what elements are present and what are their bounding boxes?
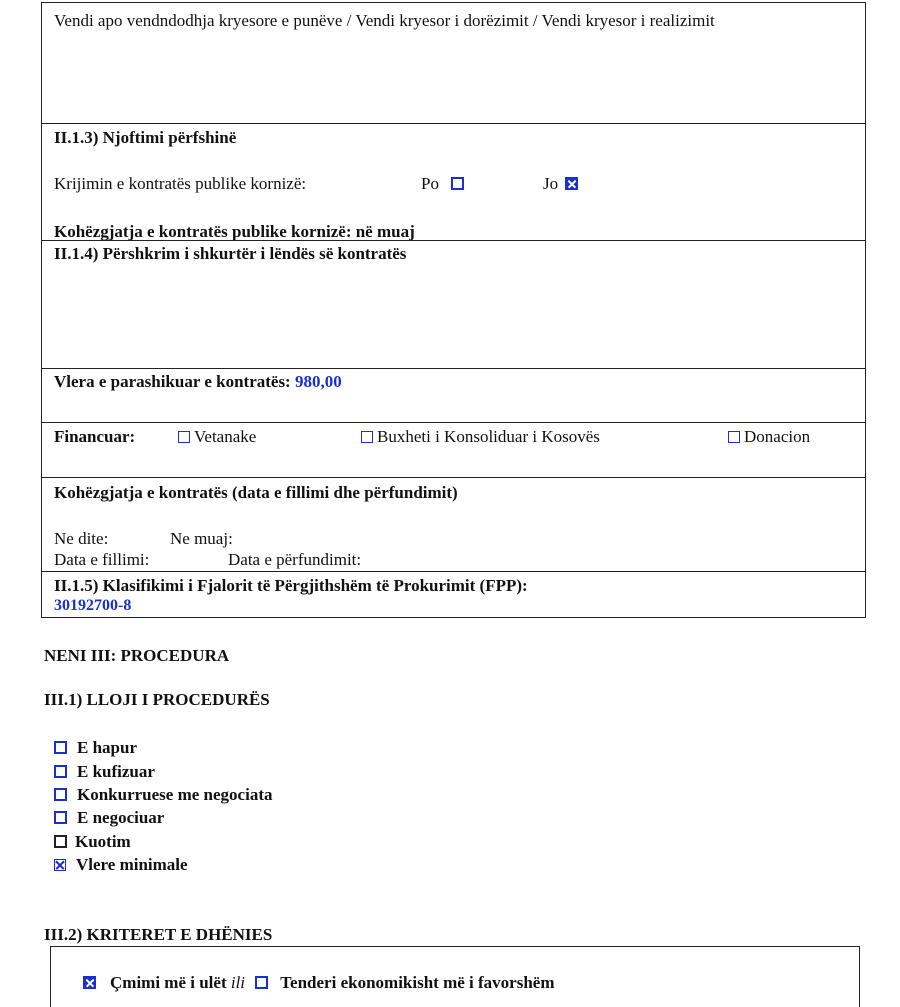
- procedure-competitive-negotiation-label: Konkurruese me negociata: [77, 785, 273, 804]
- procedure-option-quotation[interactable]: [54, 832, 131, 852]
- procedure-option-competitive-negotiation[interactable]: [54, 785, 272, 805]
- notice-heading: II.1.3) Njoftimi përfshinë: [54, 128, 237, 147]
- duration-start-label: Data e fillimi:: [54, 550, 150, 569]
- article3-heading: NENI III: PROCEDURA: [44, 646, 230, 665]
- financing-option-budget[interactable]: [361, 427, 600, 447]
- framework-yes-label: Po: [421, 174, 439, 193]
- criteria-or-text: ili: [230, 973, 246, 992]
- procedure-open-checkbox-icon[interactable]: [54, 741, 67, 754]
- criteria-meat-checkbox-icon[interactable]: [255, 976, 268, 989]
- framework-duration-label: Kohëzgjatja e kontratës publike kornizë: në muaj: [54, 222, 415, 241]
- framework-no-label: Jo: [543, 174, 559, 193]
- cpv-section: [41, 571, 866, 618]
- framework-no-checkbox-checked-icon[interactable]: [565, 177, 578, 190]
- procedure-restricted-checkbox-icon[interactable]: [54, 765, 67, 778]
- procedure-option-minimal-value[interactable]: [54, 855, 188, 875]
- criteria-lowest-price-label[interactable]: Çmimi më i ulët: [110, 973, 227, 992]
- award-criteria-heading: III.2) KRITERET E DHËNIES: [44, 925, 273, 944]
- value-label: Vlera e parashikuar e kontratës:: [54, 372, 291, 391]
- duration-heading: Kohëzgjatja e kontratës (data e fillimi dhe përfundimit): [54, 483, 458, 502]
- framework-yes-option[interactable]: [421, 174, 464, 194]
- framework-label: Krijimin e kontratës publike kornizë:: [54, 174, 307, 193]
- cpv-heading: II.1.5) Klasifikimi i Fjalorit të Përgjithshëm të Prokurimit (FPP):: [54, 576, 528, 595]
- duration-days-label: Ne dite:: [54, 529, 109, 548]
- financing-option-own[interactable]: [178, 427, 256, 447]
- financing-section: [41, 422, 866, 477]
- procedure-option-negotiated[interactable]: [54, 808, 164, 828]
- procedure-option-restricted[interactable]: [54, 762, 155, 782]
- procedure-type-heading: III.1) LLOJI I PROCEDURËS: [44, 690, 270, 709]
- financing-label: Financuar:: [54, 427, 136, 446]
- duration-end-label: Data e përfundimit:: [228, 550, 362, 569]
- award-criteria-row: [83, 973, 555, 993]
- award-criteria-box: [50, 946, 860, 1007]
- description-heading: II.1.4) Përshkrim i shkurtër i lëndës së kontratës: [54, 244, 407, 263]
- financing-budget-checkbox-icon[interactable]: [361, 431, 373, 443]
- financing-donation-checkbox-icon[interactable]: [728, 431, 740, 443]
- criteria-meat-label[interactable]: Tenderi ekonomikisht më i favorshëm: [280, 973, 555, 992]
- duration-section: [41, 477, 866, 571]
- procedure-negotiated-label: E negociuar: [77, 808, 165, 827]
- procedure-quotation-label: Kuotim: [75, 832, 131, 851]
- financing-own-checkbox-icon[interactable]: [178, 431, 190, 443]
- framework-yes-checkbox-icon[interactable]: [451, 177, 464, 190]
- procedure-negotiated-checkbox-icon[interactable]: [54, 811, 67, 824]
- financing-own-label: Vetanake: [194, 427, 257, 446]
- financing-budget-label: Buxheti i Konsoliduar i Kosovës: [377, 427, 600, 446]
- duration-months-label: Ne muaj:: [170, 529, 233, 548]
- framework-no-option[interactable]: [543, 174, 578, 194]
- notice-section: [41, 123, 866, 240]
- procedure-minimal-value-label: Vlere minimale: [76, 855, 188, 874]
- procedure-open-label: E hapur: [77, 738, 137, 757]
- value-section: [41, 368, 866, 422]
- financing-donation-label: Donacion: [744, 427, 811, 446]
- financing-option-donation[interactable]: [728, 427, 810, 447]
- cpv-code: 30192700-8: [54, 597, 132, 614]
- procedure-restricted-label: E kufizuar: [77, 762, 155, 781]
- description-section: [41, 240, 866, 368]
- criteria-lowest-price-checkbox-checked-icon[interactable]: [83, 976, 96, 989]
- location-text: Vendi apo vendndodhja kryesore e punëve / Vendi kryesor i dorëzimit / Vendi kryesor i realizimit: [54, 11, 715, 30]
- procedure-quotation-checkbox-icon[interactable]: [54, 835, 67, 848]
- procedure-competitive-negotiation-checkbox-icon[interactable]: [54, 788, 67, 801]
- location-section: [41, 2, 866, 123]
- value-amount: 980,00: [294, 372, 342, 391]
- procedure-option-open[interactable]: [54, 738, 137, 758]
- procedure-minimal-value-checkbox-checked-icon[interactable]: [54, 859, 66, 871]
- value-row: [54, 372, 342, 392]
